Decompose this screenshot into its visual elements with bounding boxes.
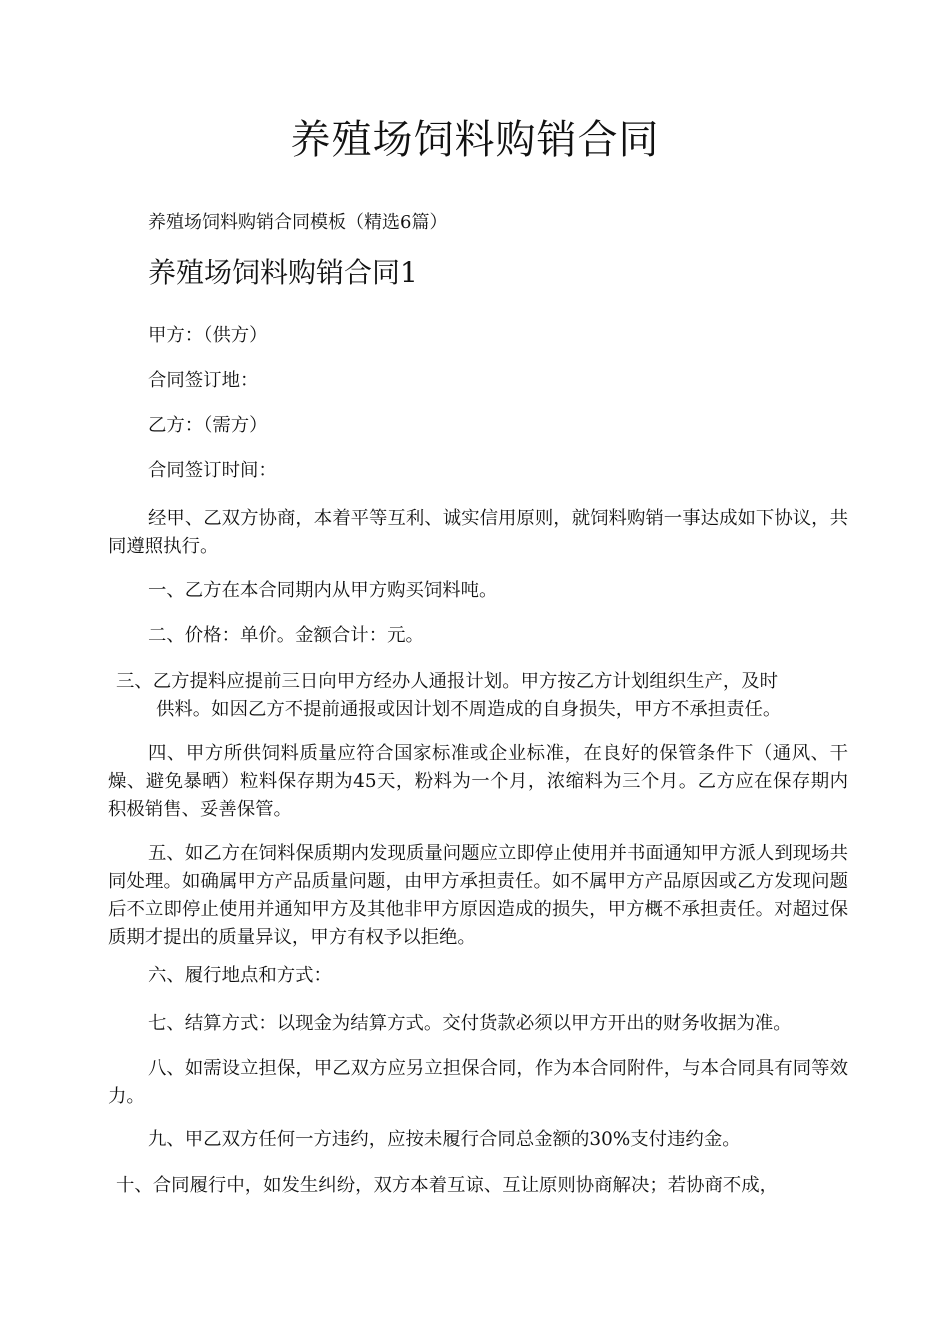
clause-1: 一、乙方在本合同期内从甲方购买饲料吨。 [148,580,498,601]
clause-5: 五、如乙方在饲料保质期内发现质量问题应立即停止使用并书面通知甲方派人到现场共同处理。如确属甲方产品质量问题，由甲方承担责任。如不属甲方产品原因或乙方发现问题后不立即停止使用并通知甲方及其他非甲方原因造成的损失，甲方概不承担责任。对超过保质期才提出的质量异议，甲方有权予以拒绝。 [108,843,848,948]
party-b-line: 乙方：（需方） [148,415,268,436]
clause-6: 六、履行地点和方式： [148,965,332,986]
party-a-line: 甲方：（供方） [148,325,268,346]
clause-3-continuation: 供料。如因乙方不提前通报或因计划不周造成的自身损失，甲方不承担责任。 [156,699,782,720]
clause-9: 九、甲乙双方任何一方违约，应按未履行合同总金额的30%支付违约金。 [148,1129,741,1150]
clause-8: 八、如需设立担保，甲乙双方应另立担保合同，作为本合同附件，与本合同具有同等效力。 [108,1058,848,1107]
clause-4: 四、甲方所供饲料质量应符合国家标准或企业标准，在良好的保管条件下（通风、干燥、避免暴晒）粒料保存期为45天，粉料为一个月，浓缩料为三个月。乙方应在保存期内积极销售、妥善保管。 [108,743,848,820]
clause-3 [116,668,856,724]
clause-3-first-line: 三、乙方提料应提前三日向甲方经办人通报计划。甲方按乙方计划组织生产，及时 [116,671,779,692]
document-subtitle: 养殖场饲料购销合同模板（精选6篇） [148,212,448,233]
clause-7: 七、结算方式：以现金为结算方式。交付货款必须以甲方开出的财务收据为准。 [148,1013,792,1034]
section-heading: 养殖场饲料购销合同1 [148,256,418,289]
clause-10: 十、合同履行中，如发生纠纷，双方本着互谅、互让原则协商解决；若协商不成， [116,1175,779,1196]
intro-paragraph: 经甲、乙双方协商，本着平等互利、诚实信用原则，就饲料购销一事达成如下协议，共同遵照执行。 [108,508,848,557]
clause-2: 二、价格：单价。金额合计：元。 [148,625,424,646]
sign-place-line: 合同签订地： [148,370,259,391]
sign-time-line: 合同签订时间： [148,460,277,481]
document-title: 养殖场饲料购销合同 [290,117,660,163]
